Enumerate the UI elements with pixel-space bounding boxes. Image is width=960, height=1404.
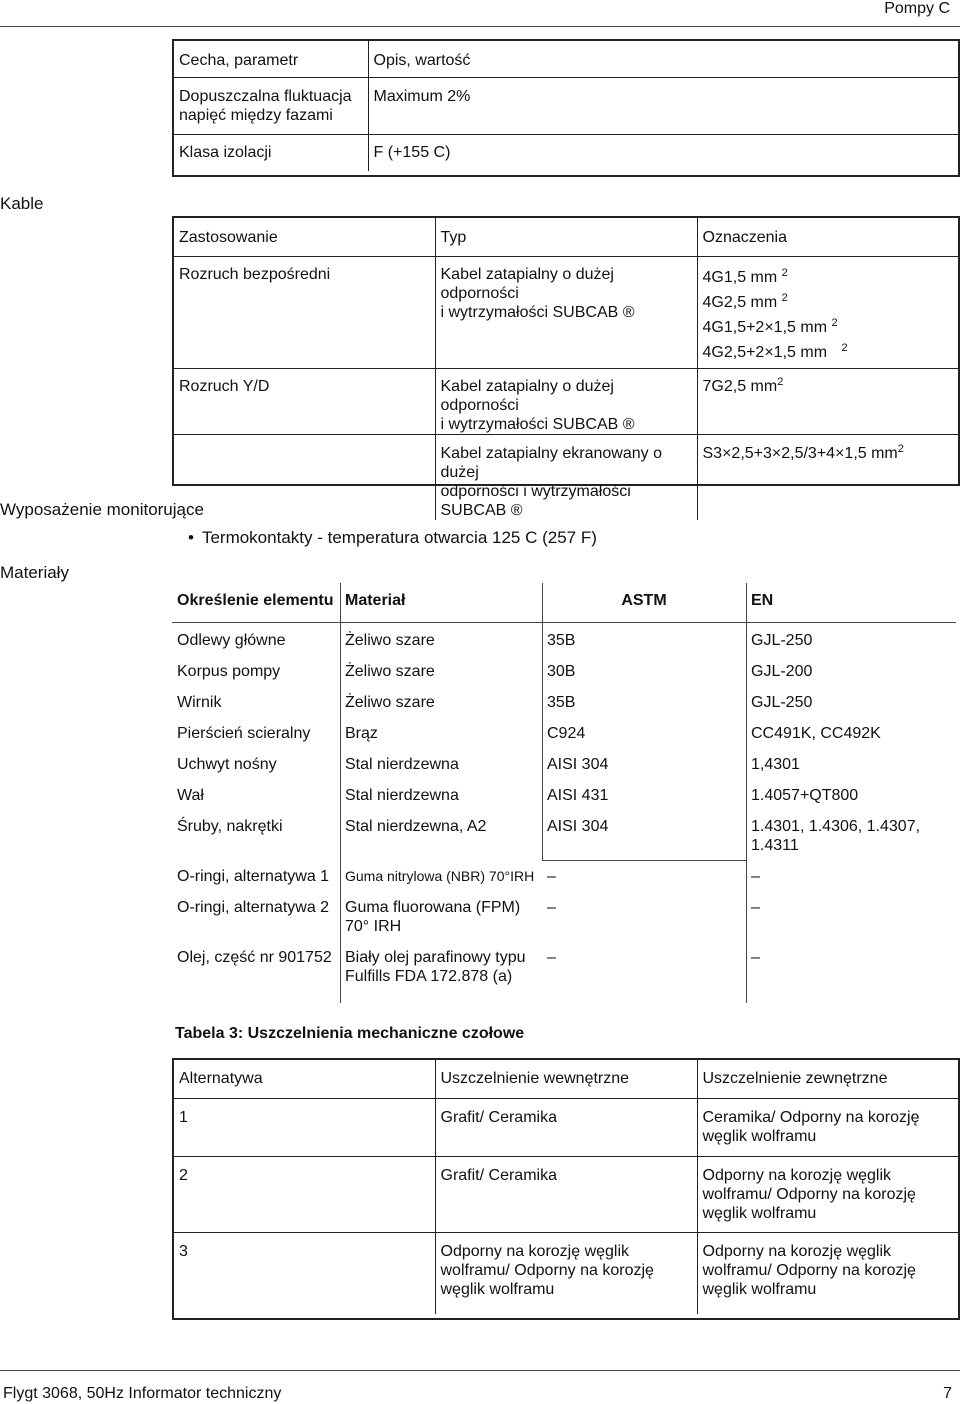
seals-table [172,1058,960,1320]
materials-cell: GJL-250 [751,632,813,649]
materials-cell: Wirnik [177,694,222,711]
materials-cell: Uchwyt nośny [177,756,277,773]
materials-cell [746,817,956,867]
section-title-cables: Kable [0,194,44,213]
table-row [172,948,956,998]
seals-cell-line: Odporny na korozję węglik [440,1242,630,1260]
cables-cell-type [435,368,697,434]
materials-cell: AISI 304 [547,818,609,835]
seals-cell-line: wolframu/ Odporny na korozję [702,1261,916,1279]
table-row [172,867,956,898]
footer-doc-title: Flygt 3068, 50Hz Informator techniczny [3,1385,282,1402]
seals-table-caption: Tabela 3: Uszczelnienia mechaniczne czołowe [175,1025,525,1042]
cables-cell-marks [697,256,958,368]
materials-cell: 35B [547,694,576,711]
materials-cell: Pierścień scieralny [177,725,311,742]
materials-cell: Żeliwo szare [345,632,435,649]
seals-cell-inner [435,1156,697,1232]
params-table [172,39,960,177]
footer-page-number: 7 [943,1385,952,1402]
params-cell: F (+155 C) [373,143,451,161]
seals-cell-line: Odporny na korozję węglik [702,1242,892,1260]
seals-header-outer: Uszczelnienie zewnętrzne [702,1070,888,1087]
materials-cell: – [751,868,760,885]
materials-cell: 1.4057+QT800 [751,787,859,804]
materials-cell: Żeliwo szare [345,694,435,711]
params-cell-line: napięć między fazami [179,106,333,124]
seals-cell-line: węglik wolframu [702,1204,817,1222]
cable-type-line: Kabel zatapialny ekranowany o dużej [440,444,662,481]
seals-cell-line: węglik wolframu [702,1280,817,1298]
seals-header-alt: Alternatywa [174,1060,435,1098]
table-row [172,786,956,817]
materials-cell: C924 [547,725,586,742]
table-row [172,662,956,693]
materials-cell: CC491K, CC492K [751,725,881,742]
seals-cell-line: węglik wolframu [440,1280,555,1298]
cables-header-usage: Zastosowanie [174,218,435,256]
section-title-monitoring: Wyposażenie monitorujące [0,500,204,519]
materials-cell: 1,4301 [751,756,800,773]
materials-cell: Odlewy główne [177,632,286,649]
monitoring-bullet-text: Termokontakty - temperatura otwarcia 125 C (257 F) [201,528,597,547]
materials-cell: Żeliwo szare [345,663,435,680]
materials-cell: GJL-200 [751,663,813,680]
table-row [172,724,956,755]
seals-header-inner: Uszczelnienie wewnętrzne [435,1060,697,1098]
cables-cell-type [435,256,697,368]
monitoring-bullet [188,528,597,548]
cables-cell-marks: 7G2,5 $mm^2$ [702,375,784,395]
params-cell-line: Dopuszczalna fluktuacja [179,87,352,105]
materials-cell: Stal nierdzewna [345,756,459,773]
materials-cell: – [547,868,556,885]
materials-cell: Brąz [345,725,378,742]
table-row [172,693,956,724]
materials-cell: AISI 431 [547,787,609,804]
table-row [172,898,956,948]
seals-cell-outer [697,1232,958,1314]
cables-table [172,216,960,519]
cables-cell-usage-empty [174,434,435,520]
table-row [172,623,956,663]
materials-cell: O-ringi, alternatywa 1 [177,868,330,885]
seals-cell-outer [697,1156,958,1232]
section-title-materials: Materiały [0,563,69,582]
materials-cell-line: 1.4301, 1.4306, 1.4307, [751,818,921,835]
cables-header-marks: Oznaczenia [702,229,787,246]
seals-cell-alt: 3 [174,1232,435,1314]
table-row [174,1156,958,1232]
materials-header-astm: ASTM [542,583,746,623]
materials-cell: Wał [177,787,204,804]
materials-header-material: Materiał [340,583,542,623]
materials-cell-line: Fulfills FDA 172.878 (a) [345,968,513,985]
seals-cell-outer [697,1098,958,1156]
materials-cell: – [751,899,760,916]
cable-type-line: Kabel zatapialny o dużej odporności [440,377,614,414]
materials-cell-line: 1.4311 [751,837,799,854]
materials-cell [340,948,542,998]
cables-cell-usage: Rozruch Y/D [174,368,435,434]
cable-type-line: odporności i wytrzymałości SUBCAB ® [440,482,631,519]
materials-cell: Śruby, nakrętki [177,818,283,835]
cables-cell-type [435,434,697,520]
materials-cell: Stal nierdzewna [345,787,459,804]
params-cell: Klasa izolacji [174,134,368,171]
cables-cell-usage: Rozruch bezpośredni [174,256,435,368]
materials-cell: Stal nierdzewna, A2 [345,818,487,835]
materials-cell: – [751,949,760,966]
materials-cell-line: Guma fluorowana (FPM) [345,899,521,916]
materials-cell [340,898,542,948]
page-section-header: Pompy C [884,0,950,17]
seals-cell-inner [435,1098,697,1156]
table-row [172,817,956,867]
materials-header-en: EN [746,583,956,623]
params-cell [174,77,368,134]
cables-cell-marks: S3×2,5+3×2,5/3+4×1,5 $mm^2$ [702,442,904,462]
materials-cell-line: 70° IRH [345,918,402,935]
materials-cell: GJL-250 [751,694,813,711]
materials-header-element: Określenie elementu [172,583,340,623]
seals-cell-line: Grafit/ Ceramika [440,1166,557,1184]
materials-cell: 35B [547,632,576,649]
seals-cell-line: Odporny na korozję węglik [702,1166,892,1184]
table-row [172,755,956,786]
table-row [174,1232,958,1314]
cable-mark: 4G2,5 mm $^2$ [702,291,788,311]
params-header-desc: Opis, wartość [373,52,471,69]
cable-type-line: i wytrzymałości SUBCAB ® [440,303,635,321]
bullet-icon: • [188,528,194,547]
cable-mark: 4G1,5 mm $^2$ [702,266,788,286]
materials-cell: Olej, część nr 901752 [177,949,332,966]
seals-cell-line: wolframu/ Odporny na korozję [702,1185,916,1203]
footer-rule [0,1370,960,1371]
seals-cell-alt: 1 [174,1098,435,1156]
seals-cell-line: węglik wolframu [702,1127,817,1145]
materials-cell: Korpus pompy [177,663,281,680]
header-rule [0,26,960,27]
materials-cell: AISI 304 [547,756,609,773]
cables-header-type: Typ [435,218,697,256]
cable-type-line: i wytrzymałości SUBCAB ® [440,415,635,433]
seals-cell-line: Grafit/ Ceramika [440,1108,557,1126]
materials-cell: Guma nitrylowa (NBR) 70°IRH [345,868,535,884]
materials-cell: – [547,899,556,916]
params-header-feature: Cecha, parametr [174,41,368,77]
table-row [174,1098,958,1156]
materials-table [172,583,956,1003]
seals-cell-line: wolframu/ Odporny na korozję [440,1261,654,1279]
cable-mark: 4G1,5+2×1,5 mm $^2$ [702,316,838,336]
cable-type-line: Kabel zatapialny o dużej odporności [440,265,614,302]
materials-cell: – [547,949,556,966]
seals-cell-inner [435,1232,697,1314]
materials-cell: 30B [547,663,576,680]
materials-cell-line: Biały olej parafinowy typu [345,949,526,966]
params-cell: Maximum 2% [373,87,471,105]
cable-mark: 4G2,5+2×1,5 mm $^2$ [702,341,848,361]
seals-cell-alt: 2 [174,1156,435,1232]
materials-cell: O-ringi, alternatywa 2 [177,899,330,916]
seals-cell-line: Ceramika/ Odporny na korozję [702,1108,920,1126]
